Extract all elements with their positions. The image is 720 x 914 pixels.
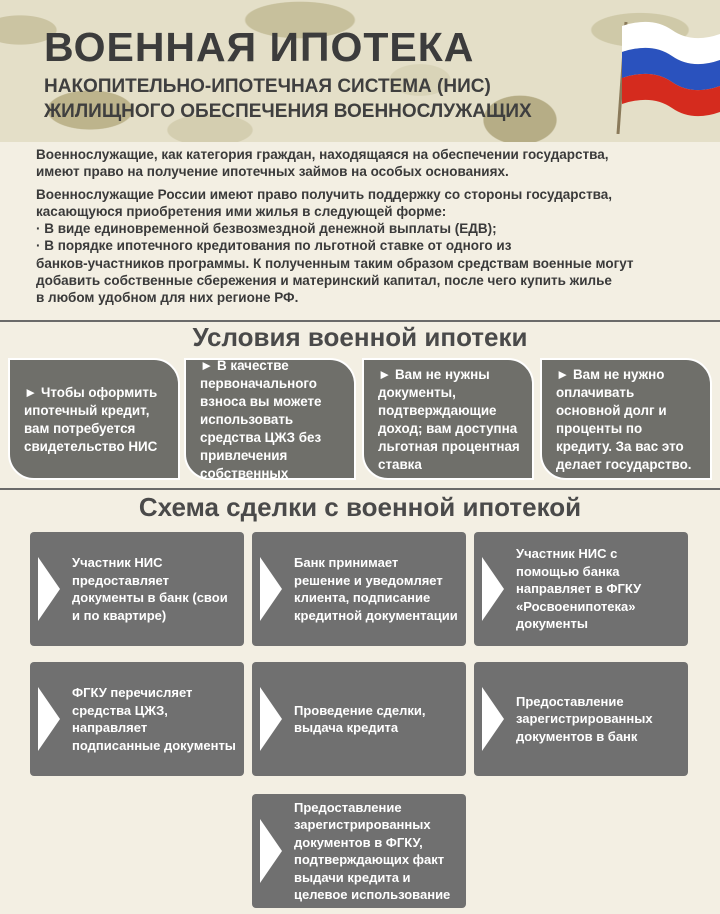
condition-card [8, 358, 180, 480]
chevron-right-icon [482, 557, 504, 621]
intro-bullet: · В порядке ипотечного кредитования по льготной ставке от одного из [36, 238, 512, 254]
scheme-step-text: Предоставление зарегистрированных документов в ФГКУ, подтверждающих факт выдачи кредита и целевое использование [294, 799, 451, 902]
intro-line: касающуюся приобретения ими жилья в следующей форме: [36, 203, 447, 219]
chevron-right-icon [38, 687, 60, 751]
intro-bullet: · В виде единовременной безвозмездной денежной выплаты (ЕДВ); [36, 221, 497, 237]
page-title: ВОЕННАЯ ИПОТЕКА [44, 24, 475, 70]
conditions-title: Условия военной ипотеки [192, 322, 528, 352]
scheme-step [30, 532, 244, 646]
page-subtitle-line2: ЖИЛИЩНОГО ОБЕСПЕЧЕНИЯ ВОЕННОСЛУЖАЩИХ [44, 101, 532, 122]
condition-text: ► Вам не нужны документы, подтверждающие доход; вам доступна льготная процентная ставка [378, 367, 520, 472]
chevron-right-icon [482, 687, 504, 751]
condition-text: ► Вам не нужно оплачивать основной долг и проценты по кредиту. За вас это делает государство. [556, 367, 692, 472]
chevron-right-icon [260, 819, 282, 883]
divider [0, 488, 720, 490]
intro-paragraph-1 [36, 146, 696, 181]
intro-line: банков-участников программы. К полученным таким образом средствам военные могут [36, 255, 634, 271]
scheme-step [474, 532, 688, 646]
intro-line: добавить собственные сбережения и материнский капитал, после чего купить жилье [36, 273, 612, 289]
scheme-step [252, 794, 466, 908]
scheme-step-text: ФГКУ перечисляет средства ЦЖЗ, направляет подписанные документы [72, 685, 236, 753]
chevron-right-icon [260, 687, 282, 751]
scheme-step-text: Участник НИС с помощью банка направляет в ФГКУ «Росвоенипотека» документы [516, 546, 642, 632]
scheme-step-text: Участник НИС предоставляет документы в банк (свои и по квартире) [72, 555, 228, 623]
scheme-step [474, 662, 688, 776]
condition-card [540, 358, 712, 480]
intro-text [36, 146, 696, 312]
condition-card [362, 358, 534, 480]
intro-line: Военнослужащие России имеют право получить поддержку со стороны государства, [36, 186, 613, 202]
scheme-step-text: Банк принимает решение и уведомляет клиента, подписание кредитной документации [294, 555, 458, 623]
scheme-title: Схема сделки с военной ипотекой [138, 492, 582, 522]
chevron-right-icon [38, 557, 60, 621]
condition-text: ► Чтобы оформить ипотечный кредит, вам потребуется свидетельство НИС [24, 385, 158, 454]
intro-line: в любом удобном для них регионе РФ. [36, 290, 299, 306]
scheme-step-text: Проведение сделки, выдача кредита [294, 702, 426, 735]
page-subtitle-line1: НАКОПИТЕЛЬНО-ИПОТЕЧНАЯ СИСТЕМА (НИС) [44, 76, 491, 97]
condition-card [184, 358, 356, 480]
chevron-right-icon [260, 557, 282, 621]
header-banner [0, 0, 720, 142]
scheme-step [252, 532, 466, 646]
intro-line: имеют право на получение ипотечных займов на особых основаниях. [36, 164, 509, 180]
scheme-step [30, 662, 244, 776]
intro-paragraph-2 [36, 186, 696, 307]
condition-text: ► В качестве первоначального взноса вы можете использовать средства ЦЖЗ без привлечения собственных [200, 358, 322, 481]
scheme-step-text: Предоставление зарегистрированных документов в банк [516, 693, 653, 744]
scheme-step [252, 662, 466, 776]
intro-line: Военнослужащие, как категория граждан, находящаяся на обеспечении государства, [36, 147, 609, 162]
russian-flag-icon [612, 16, 720, 134]
